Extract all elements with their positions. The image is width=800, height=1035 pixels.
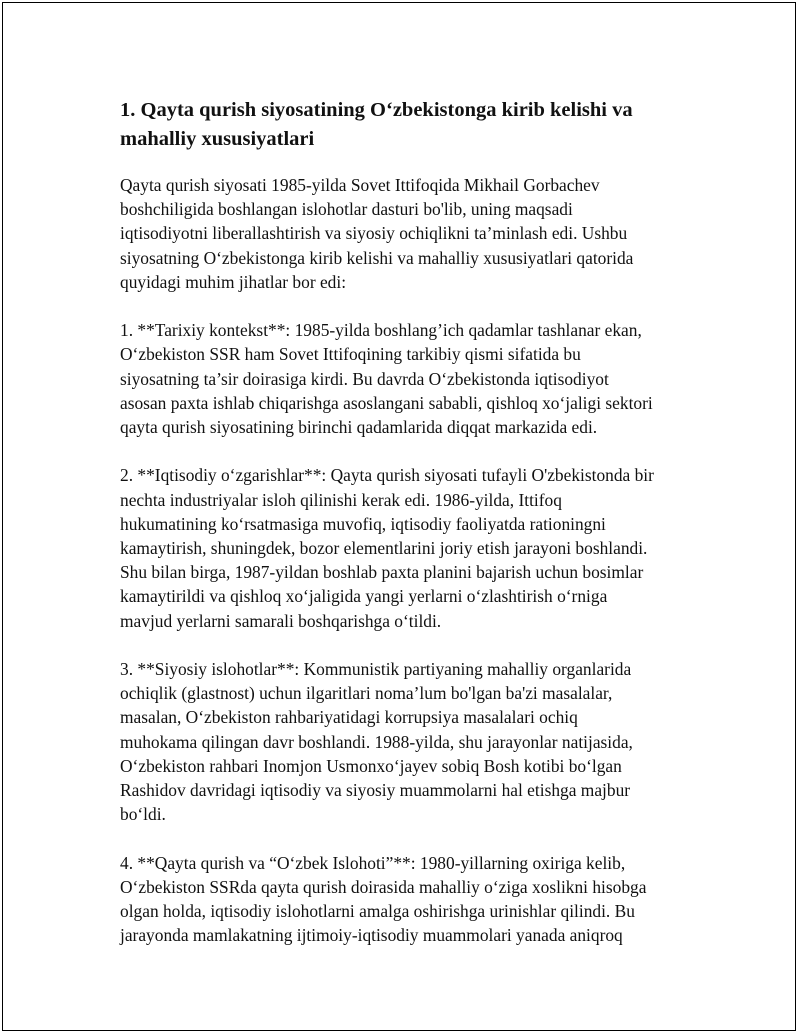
text-line: nechta industriyalar isloh qilinishi kerak edi. 1986-yilda, Ittifoq	[120, 489, 562, 510]
text-line: siyosatning O‘zbekistonga kirib kelishi va mahalliy xususiyatlari qatorida	[120, 247, 634, 268]
text-line: masalan, O‘zbekiston rahbariyatidagi korrupsiya masalalari ochiq	[120, 707, 578, 728]
text-line: 4. **Qayta qurish va “O‘zbek Islohoti”**: 1980-yillarning oxiriga kelib,	[120, 852, 626, 873]
text-line: O‘zbekiston rahbari Inomjon Usmonxo‘jayev sobiq Bosh kotibi bo‘lgan	[120, 755, 622, 776]
text-line: Shu bilan birga, 1987-yildan boshlab paxta planini bajarish uchun bosimlar	[120, 562, 644, 583]
text-line: muhokama qilingan davr boshlandi. 1988-yilda, shu jarayonlar natijasida,	[120, 731, 633, 752]
paragraph-intro	[120, 173, 700, 294]
text-line: Rashidov davridagi iqtisodiy va siyosiy muammolarni hal etishga majbur	[120, 780, 631, 801]
text-line: jarayonda mamlakatning ijtimoiy-iqtisodiy muammolari yanada aniqroq	[120, 925, 623, 946]
document-page	[2, 2, 796, 1031]
text-line: bo‘ldi.	[120, 804, 166, 825]
text-line: kamaytirish, shuningdek, bozor elementlarini joriy etish jarayoni boshlandi.	[120, 538, 648, 559]
paragraph-historical-context	[120, 318, 700, 439]
text-line: 2. **Iqtisodiy o‘zgarishlar**: Qayta qurish siyosati tufayli O'zbekistonda bir	[120, 465, 654, 486]
paragraph-economic-changes	[120, 463, 700, 632]
text-line: ochiqlik (glastnost) uchun ilgaritlari noma’lum bo'lgan ba'zi masalalar,	[120, 683, 613, 704]
text-line: kamaytirildi va qishloq xo‘jaligida yangi yerlarni o‘zlashtirish o‘rniga	[120, 586, 608, 607]
document-body	[120, 96, 700, 972]
title-line: 1. Qayta qurish siyosatining O‘zbekistonga kirib kelishi va	[120, 99, 633, 121]
text-line: O‘zbekiston SSR ham Sovet Ittifoqining tarkibiy qismi sifatida bu	[120, 344, 581, 365]
document-title	[120, 96, 700, 154]
text-line: quyidagi muhim jihatlar bor edi:	[120, 271, 347, 292]
text-line: hukumatining ko‘rsatmasiga muvofiq, iqtisodiy faoliyatda rationingni	[120, 513, 606, 534]
paragraph-political-reforms	[120, 657, 700, 826]
text-line: siyosatning ta’sir doirasiga kirdi. Bu davrda O‘zbekistonda iqtisodiyot	[120, 368, 609, 389]
text-line: asosan paxta ishlab chiqarishga asoslangani sababli, qishloq xo‘jaligi sektori	[120, 392, 653, 413]
text-line: 3. **Siyosiy islohotlar**: Kommunistik partiyaning mahalliy organlarida	[120, 659, 632, 680]
title-line: mahalliy xususiyatlari	[120, 128, 315, 150]
text-line: olgan holda, iqtisodiy islohotlarni amalga oshirishga urinishlar qilindi. Bu	[120, 901, 635, 922]
text-line: O‘zbekiston SSRda qayta qurish doirasida mahalliy o‘ziga xoslikni hisobga	[120, 876, 647, 897]
text-line: mavjud yerlarni samarali boshqarishga o‘tildi.	[120, 610, 442, 631]
text-line: Qayta qurish siyosati 1985-yilda Sovet Ittifoqida Mikhail Gorbachev	[120, 175, 600, 195]
text-line: boshchiligida boshlangan islohotlar dasturi bo'lib, uning maqsadi	[120, 199, 573, 220]
paragraph-uzbek-reform	[120, 851, 700, 948]
text-line: 1. **Tarixiy kontekst**: 1985-yilda boshlang’ich qadamlar tashlanar ekan,	[120, 320, 642, 341]
text-line: qayta qurish siyosatining birinchi qadamlarida diqqat markazida edi.	[120, 417, 598, 438]
text-line: iqtisodiyotni liberallashtirish va siyosiy ochiqlikni ta’minlash edi. Ushbu	[120, 223, 628, 244]
